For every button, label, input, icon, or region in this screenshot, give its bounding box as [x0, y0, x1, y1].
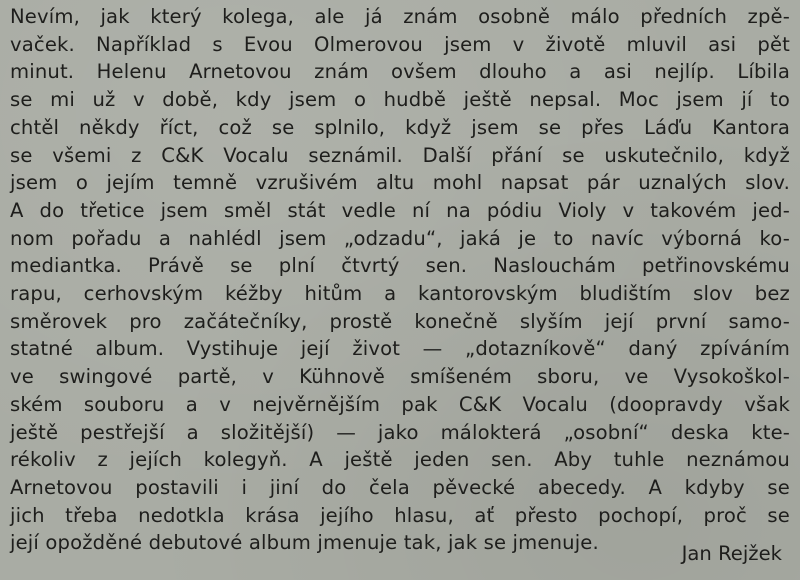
text-line: A do třetice jsem směl stát vedle ní na pódiu Violy v takovém jed-: [10, 198, 790, 222]
text-line: rapu, cerhovským kéžby hitům a kantorovským bludištím slov bez: [10, 282, 790, 306]
text-line: jich třeba nedotkla krása jejího hlasu, ať přesto pochopí, proč se: [10, 503, 790, 527]
text-line: ském souboru a v nejvěrnějším pak C&K Vocalu (doopravdy však: [10, 392, 790, 416]
text-line: ve swingové partě, v Kühnově smíšeném sboru, ve Vysokoškol-: [10, 365, 790, 389]
article-text: [10, 3, 790, 557]
text-line: se mi už v době, kdy jsem o hudbě ještě nepsal. Moc jsem jí to: [10, 88, 790, 112]
text-line: její opožděné debutové album jmenuje tak, jak se jmenuje.: [10, 531, 599, 555]
text-line: statné album. Vystihuje její život — „dotazníkově“ daný zpíváním: [10, 337, 790, 361]
text-line: mediantka. Právě se plní čtvrtý sen. Naslouchám petřinovskému: [10, 254, 790, 278]
author-signature: Jan Rejžek: [681, 542, 782, 565]
text-line: jsem o jejím temně vzrušivém altu mohl napsat pár uznalých slov.: [10, 171, 790, 195]
text-line: rékoliv z jejích kolegyň. A ještě jeden sen. Aby tuhle neznámou: [10, 448, 790, 472]
text-line: nom pořadu a nahlédl jsem „odzadu“, jaká je to navíc výborná ko-: [10, 226, 790, 250]
text-line: minut. Helenu Arnetovou znám ovšem dlouho a asi nejlíp. Líbila: [10, 60, 790, 84]
text-line: směrovek pro začátečníky, prostě konečně slyším její první samo-: [10, 309, 790, 333]
text-line: vaček. Například s Evou Olmerovou jsem v životě mluvil asi pět: [10, 32, 790, 56]
text-line: se všemi z C&K Vocalu seznámil. Další přání se uskutečnilo, když: [10, 143, 790, 167]
text-line: Arnetovou postavili i jiní do čela pěvecké abecedy. A kdyby se: [10, 475, 790, 499]
text-line: ještě pestřejší a složitější) — jako málokterá „osobní“ deska kte-: [10, 420, 790, 444]
text-line: chtěl někdy říct, což se splnilo, když jsem se přes Láďu Kantora: [10, 115, 790, 139]
text-line: Nevím, jak který kolega, ale já znám osobně málo předních zpě-: [10, 5, 790, 28]
